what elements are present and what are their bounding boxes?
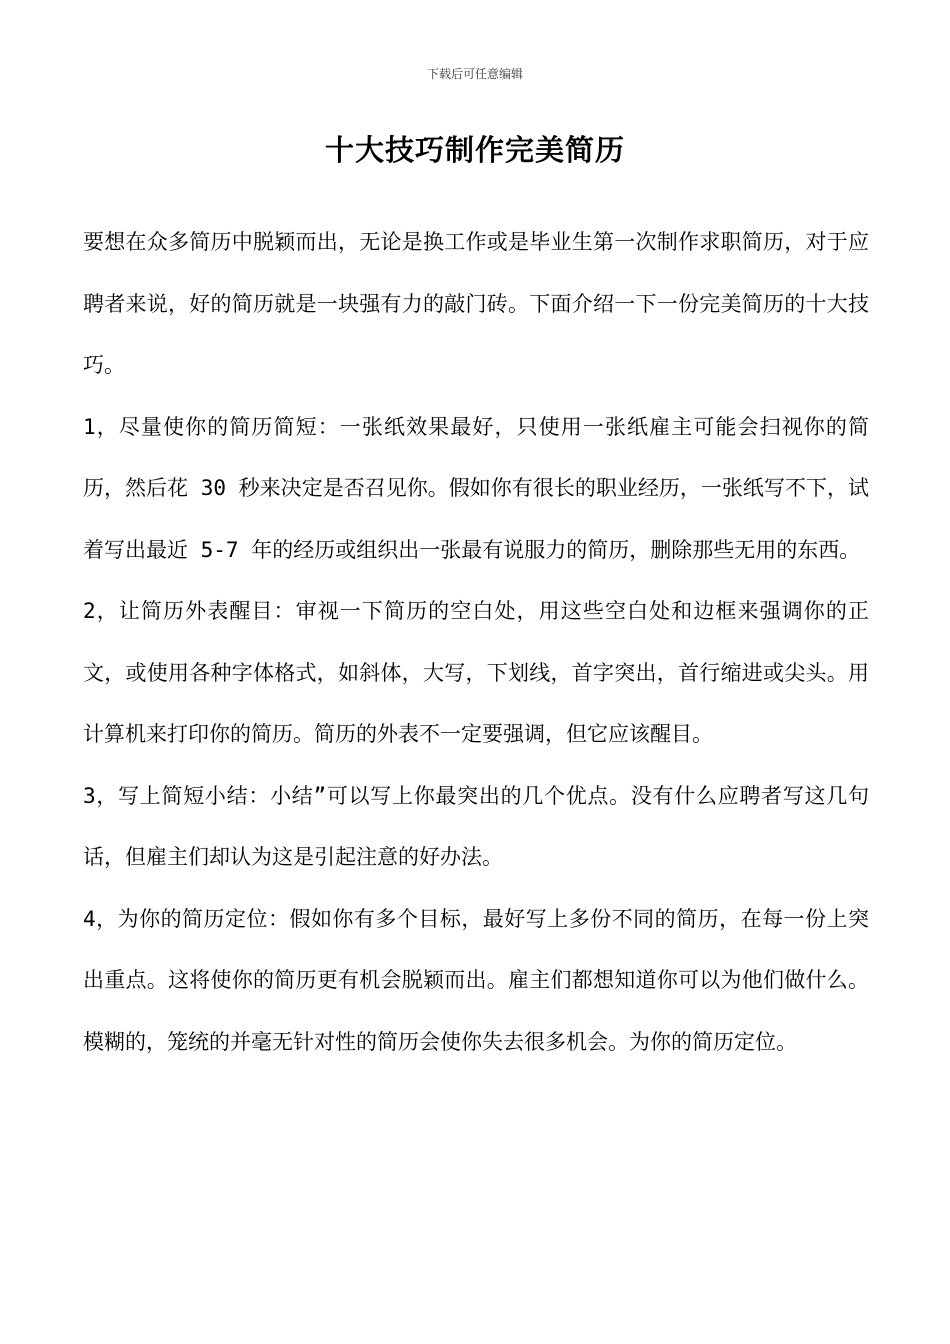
tip-4-paragraph: 4，为你的简历定位：假如你有多个目标，最好写上多份不同的简历，在每一份上突出重点。这将使你的简历更有机会脱颖而出。雇主们都想知道你可以为他们做什么。模糊的，笼统的并毫无针对性的简历会使你失去很多机会。为你的简历定位。 [83, 906, 869, 1054]
document-title: 十大技巧制作完美简历 [324, 133, 625, 167]
document-body [83, 212, 869, 1073]
tip-3-paragraph: 3，写上简短小结：小结”可以写上你最突出的几个优点。没有什么应聘者写这几句话，但雇主们却认为这是引起注意的好办法。 [83, 783, 869, 869]
tip-2-paragraph: 2，让简历外表醒目：审视一下简历的空白处，用这些空白处和边框来强调你的正文，或使用各种字体格式，如斜体，大写，下划线，首字突出，首行缩进或尖头。用计算机来打印你的简历。简历的外表不一定要强调，但它应该醒目。 [83, 599, 869, 746]
tip-1-paragraph: 1，尽量使你的简历简短：一张纸效果最好，只使用一张纸雇主可能会扫视你的简历，然后花 30 秒来决定是否召见你。假如你有很长的职业经历，一张纸写不下，试着写出最近 5-7 年的经历或组织出一张最有说服力的简历，删除那些无用的东西。 [83, 414, 869, 562]
header-note: 下载后可任意编辑 [426, 67, 523, 81]
intro-paragraph: 要想在众多简历中脱颖而出，无论是换工作或是毕业生第一次制作求职简历，对于应聘者来说，好的简历就是一块强有力的敲门砖。下面介绍一下一份完美简历的十大技巧。 [83, 230, 869, 377]
